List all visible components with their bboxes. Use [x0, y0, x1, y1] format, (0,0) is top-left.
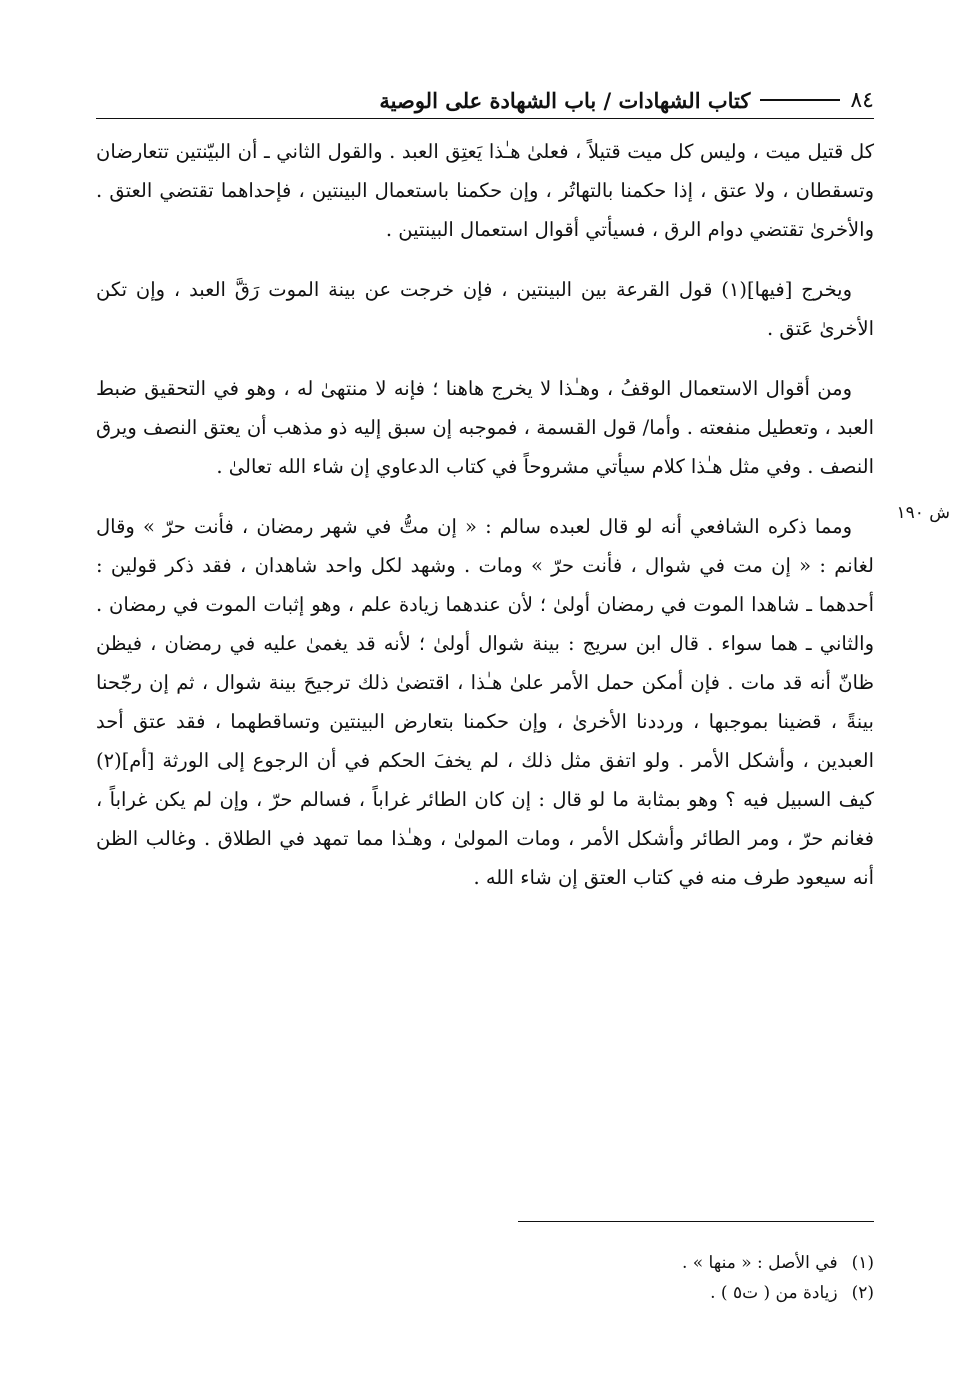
paragraph	[96, 132, 874, 249]
footnote-text: زيادة من ( ت٥ ) .	[710, 1283, 838, 1303]
running-title: كتاب الشهادات / باب الشهادة على الوصية	[379, 87, 751, 113]
margin-reference: ش ١٩٠	[896, 503, 950, 523]
paragraph-text: ومما ذكره الشافعي أنه لو قال لعبده سالم : « إن متُّ في شهر رمضان ، فأنت حرّ » وقال لغانم : « إن مت في شوال ، فأنت حرّ » ومات . وشهد لكل واحد شاهدان ، فقد ذكر قولين : أحدهما ـ شاهدا الموت في رمضان أولىٰ ؛ لأن عندهما زيادة علم ، وهو إثبات الموت في رمضان . والثاني ـ هما سواء . قال ابن سريج : بينة شوال أولىٰ ؛ لأنه قد يغمىٰ عليه في رمضان ، فيظن ظانّ أنه قد مات . فإن أمكن حمل الأمر علىٰ هـٰذا ، اقتضىٰ ذلك ترجيحَ بينة شوال ، ثم إن رجّحنا بينةً ، قضينا بموجبها ، ورددنا الأخرىٰ ، وإن حكمنا بتعارض البينتين وتساقطهما ، فقد عتق أحد العبدين ، وأشكل الأمر . ولو اتفق مثل ذلك ، لم يخفَ الحكم في أن الرجوع إلى الورثة [أم](٢) كيف السبيل فيه ؟ وهو بمثابة ما لو قال : إن كان الطائر غراباً ، فسالم حرّ ، وإن لم يكن غراباً ، فغانم حرّ ، ومر الطائر وأشكل الأمر ، ومات المولىٰ ، وهـٰذا مما تمهد في الطلاق . وغالب الظن أنه سيعود طرف منه في كتاب العتق إن شاء الله .	[96, 515, 874, 889]
footnote-number: (٢)	[851, 1283, 874, 1303]
page-number: ٨٤	[850, 87, 874, 113]
footnote	[400, 1248, 874, 1278]
body-text	[96, 132, 874, 918]
footnote	[400, 1278, 874, 1308]
paragraph-text: ومن أقوال الاستعمال الوقفُ ، وهـٰذا لا يخرج هاهنا ؛ فإنه لا منتهىٰ له ، وهو في التحقيق ضبط العبد ، وتعطيل منفعته . وأما/ قول القسمة ، فموجبه إن سبق إليه ذو مذهب أن يعتق النصف ويرق النصف . وفي مثل هـٰذا كلام سيأتي مشروحاً في كتاب الدعاوي إن شاء الله تعالىٰ .	[96, 377, 874, 478]
page-header	[96, 84, 874, 116]
paragraph-text: ويخرج [فيها](١) قول القرعة بين البينتين ، فإن خرجت عن بينة الموت رَقَّ العبد ، وإن تكن الأخرىٰ عَتق .	[96, 278, 874, 340]
paragraph	[96, 270, 874, 348]
footnote-number: (١)	[851, 1253, 874, 1273]
header-dash-rule	[760, 99, 840, 101]
paragraph	[96, 369, 874, 486]
header-divider	[96, 118, 874, 119]
footnote-divider	[518, 1221, 874, 1222]
paragraph	[96, 507, 874, 897]
footnotes	[400, 1248, 874, 1308]
paragraph-text: كل قتيل ميت ، وليس كل ميت قتيلاً ، فعلىٰ هـٰذا يَعتِق العبد . والقول الثاني ـ أن البيّنتين تتعارضان وتسقطان ، ولا عتق ، إذا حكمنا بالتهاتُر ، وإن حكمنا باستعمال البينتين ، فإحداهما تقتضي العتق . والأخرىٰ تقتضي دوام الرق ، فسيأتي أقوال استعمال البينتين .	[96, 140, 874, 241]
footnote-text: في الأصل : « منها » .	[681, 1253, 838, 1273]
